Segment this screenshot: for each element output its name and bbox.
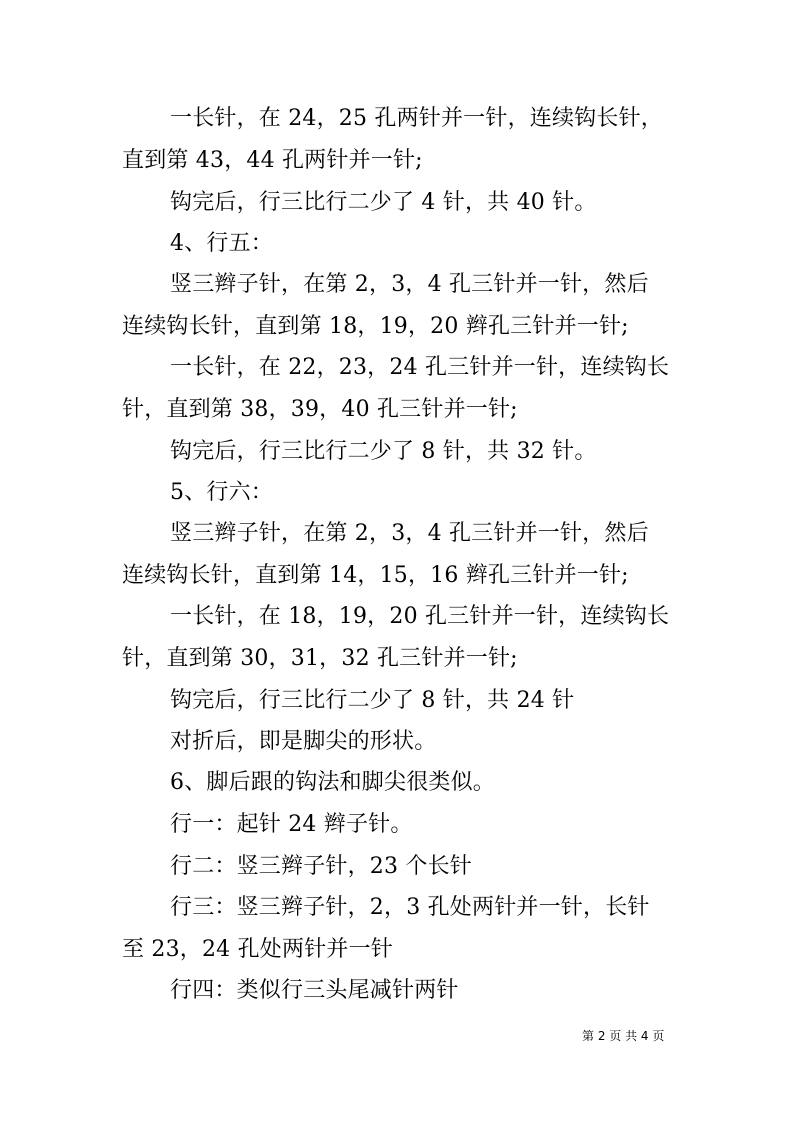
text-line: 5、行六： <box>170 480 273 505</box>
text-line: 针，直到第 30，31，32 孔三针并一针; <box>122 646 518 671</box>
text-line: 行四：类似行三头尾减针两针 <box>170 978 459 1003</box>
text-line: 竖三辫子针，在第 2，3，4 孔三针并一针，然后 <box>170 272 649 297</box>
text-line: 竖三辫子针，在第 2，3，4 孔三针并一针，然后 <box>170 521 649 546</box>
text-line: 钩完后，行三比行二少了 8 针，共 24 针 <box>170 688 575 713</box>
text-line: 6、脚后跟的钩法和脚尖很类似。 <box>170 770 495 795</box>
text-line: 行二：竖三辫子针，23 个长针 <box>170 854 472 879</box>
page-number: 第 2 页 共 4 页 <box>582 1029 665 1043</box>
text-line: 4、行五： <box>170 231 273 256</box>
text-line: 一长针，在 18，19，20 孔三针并一针，连续钩长 <box>170 604 670 629</box>
text-line: 行三：竖三辫子针，2，3 孔处两针并一针，长针 <box>170 895 650 920</box>
text-line: 钩完后，行三比行二少了 4 针，共 40 针。 <box>170 190 597 215</box>
text-line: 对折后，即是脚尖的形状。 <box>170 729 437 754</box>
text-line: 钩完后，行三比行二少了 8 针，共 32 针。 <box>170 439 597 464</box>
text-line: 连续钩长针，直到第 14，15，16 辫孔三针并一针; <box>122 563 629 588</box>
text-line: 一长针，在 22，23，24 孔三针并一针，连续钩长 <box>170 355 670 380</box>
text-line: 至 23，24 孔处两针并一针 <box>122 937 393 962</box>
text-line: 直到第 43，44 孔两针并一针; <box>122 148 423 173</box>
text-line: 一长针，在 24，25 孔两针并一针，连续钩长针， <box>170 106 663 131</box>
text-line: 针，直到第 38，39，40 孔三针并一针; <box>122 397 518 422</box>
text-line: 行一：起针 24 辫子针。 <box>170 812 413 837</box>
text-line: 连续钩长针，直到第 18，19，20 辫孔三针并一针; <box>122 314 629 339</box>
